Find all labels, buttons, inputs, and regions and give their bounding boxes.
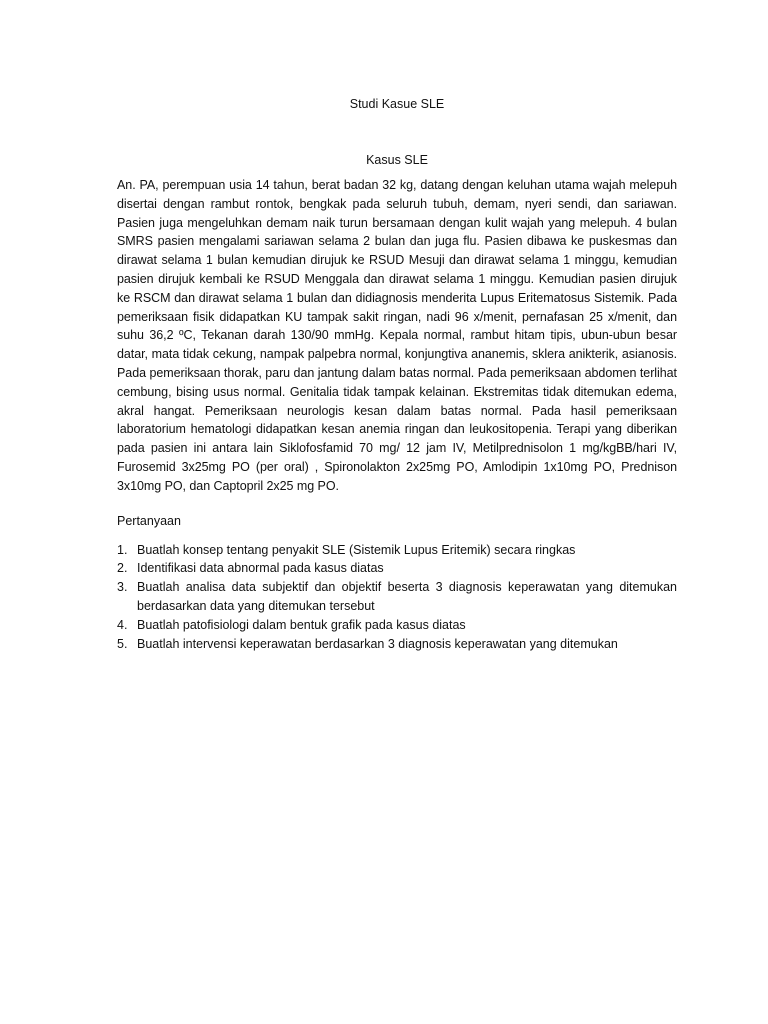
questions-heading: Pertanyaan — [117, 513, 181, 528]
question-text: Buatlah intervensi keperawatan berdasarkan 3 diagnosis keperawatan yang ditemukan — [137, 636, 618, 651]
document-title: Studi Kasue SLE — [349, 97, 445, 111]
question-item — [117, 578, 677, 616]
question-item — [117, 616, 677, 635]
question-item — [117, 541, 677, 560]
section-title: Kasus SLE — [366, 153, 428, 167]
question-text: Buatlah patofisiologi dalam bentuk grafik pada kasus diatas — [137, 617, 466, 632]
question-item — [117, 559, 677, 578]
question-number: 1. — [117, 542, 128, 557]
question-text: Buatlah analisa data subjektif dan objektif beserta 3 diagnosis keperawatan yang ditemukan berdasarkan data yang ditemukan tersebut — [137, 580, 677, 613]
question-number: 3. — [117, 580, 128, 595]
question-item — [117, 635, 677, 654]
case-description: An. PA, perempuan usia 14 tahun, berat badan 32 kg, datang dengan keluhan utama wajah melepuh disertai dengan rambut rontok, bengkak pada seluruh tubuh, demam, nyeri sendi, dan sariawan. Pasien juga mengeluhkan demam naik turun bersamaan dengan kulit wajah yang melepuh. 4 bulan SMRS pasien mengalami sariawan selama 2 bulan dan juga flu. Pasien dibawa ke puskesmas dan dirawat selama 1 bulan kemudian dirujuk ke RSUD Mesuji dan dirawat selama 1 minggu, kemudian pasien dirujuk kembali ke RSUD Menggala dan dirawat selama 1 minggu. Kemudian pasien dirujuk ke RSCM dan dirawat selama 1 bulan dan didiagnosis menderita Lupus Eritematosus Sistemik. Pada pemeriksaan fisik didapatkan KU tampak sakit ringan, nadi 96 x/menit, pernafasan 25 x/menit, dan suhu 36,2 ºC, Tekanan darah 130/90 mmHg. Kepala normal, rambut hitam tipis, ubun-ubun besar datar, mata tidak cekung, nampak palpebra normal, konjungtiva ananemis, sklera anikterik, asianosis. Pada pemeriksaan thorak, paru dan jantung dalam batas normal. Pada pemeriksaan abdomen terlihat cembung, bising usus normal. Genitalia tidak tampak kelainan. Ekstremitas tidak ditemukan edema, akral hangat. Pemeriksaan neurologis kesan dalam batas normal. Pada hasil pemeriksaan laboratorium hematologi didapatkan kesan anemia ringan dan leukositopenia. Terapi yang diberikan pada pasien ini antara lain Siklofosfamid 70 mg/ 12 jam IV, Metilprednisolon 1 mg/kgBB/hari IV, Furosemid 3x25mg PO (per oral) , Spironolakton 2x25mg PO, Amlodipin 1x10mg PO, Prednison 3x10mg PO, dan Captopril 2x25 mg PO. — [117, 178, 677, 493]
question-number: 5. — [117, 636, 128, 651]
question-list — [117, 541, 677, 654]
question-number: 4. — [117, 617, 128, 632]
question-text: Identifikasi data abnormal pada kasus diatas — [137, 561, 384, 576]
question-number: 2. — [117, 561, 128, 576]
question-text: Buatlah konsep tentang penyakit SLE (Sistemik Lupus Eritemik) secara ringkas — [137, 542, 576, 557]
